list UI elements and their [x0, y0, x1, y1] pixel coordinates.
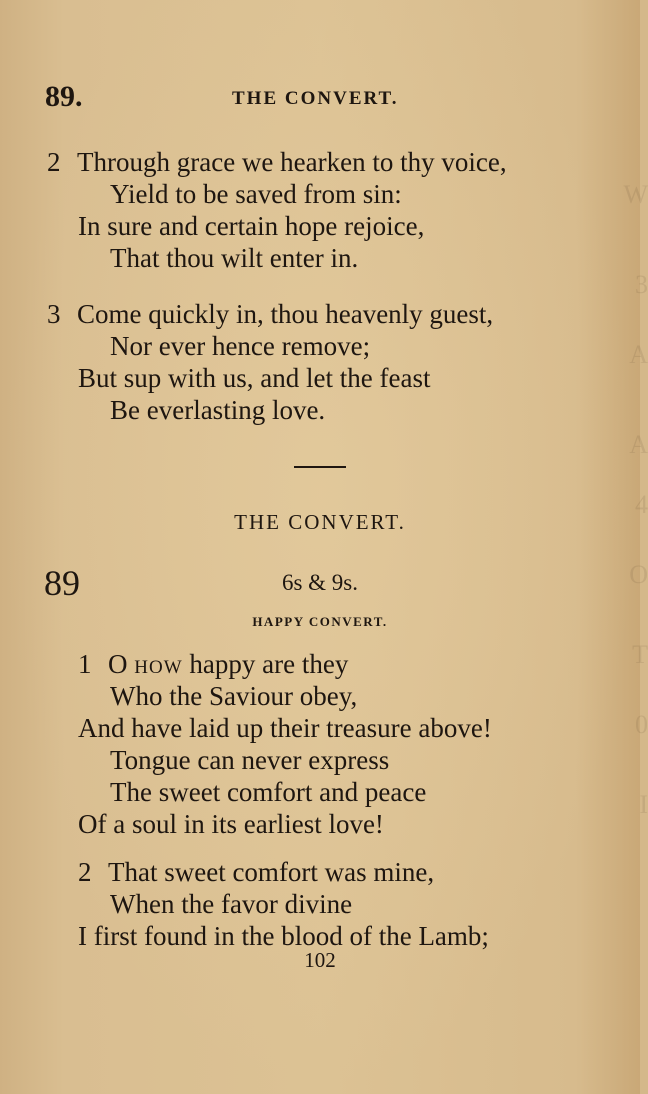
- section-title: THE CONVERT.: [234, 510, 406, 534]
- verse-line: 1 O how happy are they: [78, 649, 349, 679]
- hymn-meter: 6s & 9s.: [281, 570, 359, 595]
- page-number: 102: [304, 948, 336, 972]
- show-through-text: A: [629, 430, 648, 459]
- show-through-text: 3: [635, 270, 648, 299]
- verse-line: I first found in the blood of the Lamb;: [78, 921, 489, 951]
- show-through-text: 4: [635, 490, 648, 519]
- stanza-number: 2: [78, 857, 92, 887]
- verse-line: Yield to be saved from sin:: [110, 179, 402, 209]
- header-hymn-number: 89.: [45, 80, 83, 113]
- hymn-subtitle: HAPPY CONVERT.: [252, 614, 388, 629]
- verse-line: 3 Come quickly in, thou heavenly guest,: [47, 299, 494, 329]
- verse-line: Who the Saviour obey,: [110, 681, 358, 711]
- verse-line: Be everlasting love.: [110, 395, 326, 425]
- show-through-text: O: [629, 560, 648, 589]
- verse-line: 2 Through grace we hearken to thy voice,: [47, 147, 507, 177]
- verse-line: 2 That sweet comfort was mine,: [78, 857, 435, 887]
- verse-line: And have laid up their treasure above!: [78, 713, 492, 743]
- verse-line: The sweet comfort and peace: [110, 777, 427, 807]
- verse-line: In sure and certain hope rejoice,: [78, 211, 425, 241]
- show-through-text: T: [632, 640, 648, 669]
- verse-line: Of a soul in its earliest love!: [78, 809, 384, 839]
- stanza-number: 1: [78, 649, 92, 679]
- section-divider: [294, 466, 346, 468]
- verse-line: When the favor divine: [110, 889, 353, 919]
- header-title: THE CONVERT.: [232, 88, 399, 109]
- verse-line: Tongue can never express: [110, 745, 390, 775]
- stanza-number: 3: [47, 299, 61, 329]
- hymn-number: 89: [44, 563, 80, 603]
- verse-line: But sup with us, and let the feast: [78, 363, 431, 393]
- show-through-text: A: [629, 340, 648, 369]
- show-through-text: W: [623, 180, 648, 209]
- show-through-text: I: [639, 790, 648, 819]
- show-through-text: 0: [635, 710, 648, 739]
- verse-line: That thou wilt enter in.: [110, 243, 359, 273]
- verse-line: Nor ever hence remove;: [110, 331, 371, 361]
- stanza-number: 2: [47, 147, 61, 177]
